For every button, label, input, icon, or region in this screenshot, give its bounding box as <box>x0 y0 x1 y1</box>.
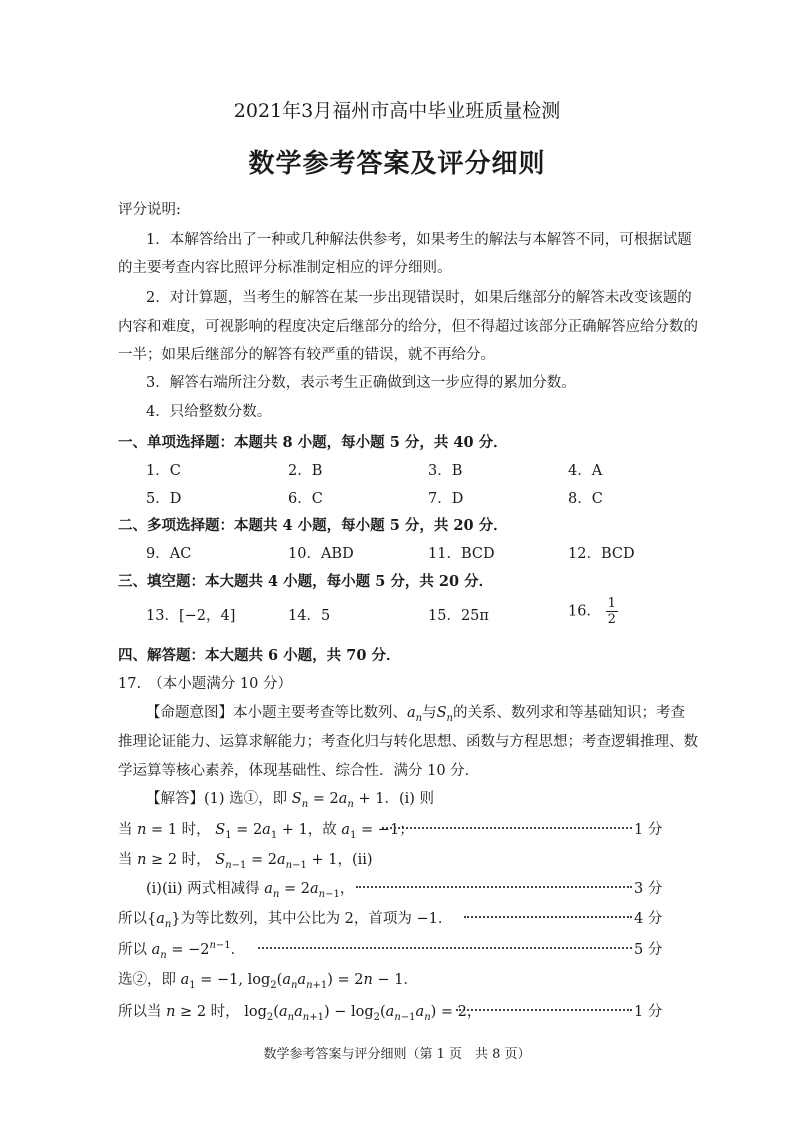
solution-line-6: 所以 $a_n = -2^{n-1}$． <box>118 940 246 961</box>
fraction-denominator: 2 <box>607 612 616 627</box>
answer-9: 9．AC <box>146 546 192 562</box>
exam-title: 2021年3月福州市高中毕业班质量检测 <box>233 100 561 122</box>
q17-intent-line-3: 学运算等核心素养，体现基础性、综合性．满分 10 分． <box>118 763 480 779</box>
section-3-heading: 三、填空题：本大题共 4 小题，每小题 5 分，共 20 分． <box>118 573 494 590</box>
section-4-heading: 四、解答题：本大题共 6 小题，共 70 分． <box>118 647 401 664</box>
answer-16-label: 16． <box>568 603 601 620</box>
section-1-heading: 一、单项选择题：本题共 8 小题，每小题 5 分，共 40 分． <box>118 434 508 451</box>
q17-intent-line-1: 【命题意图】本小题主要考查等比数列、$a_n$与$S_n$的关系、数列求和等基础知识；考查 <box>146 705 685 724</box>
notes-heading: 评分说明: <box>118 202 181 218</box>
answer-7: 7．D <box>428 491 464 507</box>
note-3: 3．解答右端所注分数，表示考生正确做到这一步应得的累加分数。 <box>146 375 576 391</box>
answer-6: 6．C <box>288 491 323 507</box>
answer-11: 11．BCD <box>428 546 495 562</box>
section-2-heading: 二、多项选择题：本题共 4 小题，每小题 5 分，共 20 分． <box>118 517 508 534</box>
answer-10: 10．ABD <box>288 546 354 562</box>
answer-14: 14．5 <box>288 608 331 624</box>
score-mark: 1 分 <box>634 1004 663 1020</box>
score-leader-dots <box>464 916 632 918</box>
solution-line-8: 所以当 n ≥ 2 时， $\log_2(a_na_{n+1}) - \log_2(a_{n-1}a_n) = 2$， <box>118 1004 482 1023</box>
document-title: 数学参考答案及评分细则 <box>248 149 546 179</box>
page-footer: 数学参考答案与评分细则（第 1 页 共 8 页） <box>263 1047 531 1062</box>
answer-13: 13．[−2，4] <box>146 608 236 624</box>
score-mark: 1 分 <box>634 822 663 838</box>
answer-2: 2．B <box>288 463 323 479</box>
note-1a: 1．本解答给出了一种或几种解法供参考，如果考生的解法与本解答不同，可根据试题 <box>146 232 692 248</box>
answer-12: 12．BCD <box>568 546 635 562</box>
solution-line-7: 选②，即 $a_1 = -1$, $\log_2(a_na_{n+1}) = 2n - 1$． <box>118 972 418 991</box>
score-leader-dots <box>356 886 632 888</box>
solution-tag: 【解答】 <box>146 791 204 807</box>
answer-4: 4．A <box>568 463 603 479</box>
answer-16 <box>568 596 618 627</box>
q17-label: 17. （本小题满分 10 分） <box>118 676 292 692</box>
solution-line-2: 当 n = 1 时， $S_1 = 2a_1 + 1$，故 $a_1 = -1$； <box>118 822 414 841</box>
score-mark: 3 分 <box>634 881 663 897</box>
fraction-numerator: 1 <box>607 596 616 611</box>
answer-3: 3．B <box>428 463 463 479</box>
note-1b: 的主要考查内容比照评分标准制定相应的评分细则。 <box>118 260 452 276</box>
score-leader-dots <box>382 827 632 829</box>
q17-intent-line-2: 推理论证能力、运算求解能力；考查化归与转化思想、函数与方程思想；考查逻辑推理、数 <box>118 734 698 750</box>
intent-tag: 【命题意图】 <box>146 705 233 721</box>
answer-16-fraction <box>606 596 618 627</box>
answer-5: 5．D <box>146 491 182 507</box>
solution-line-3: 当 n ≥ 2 时， $S_{n-1} = 2a_{n-1} + 1$，(ii) <box>118 852 373 871</box>
score-leader-dots <box>258 947 632 949</box>
answer-1: 1．C <box>146 463 181 479</box>
score-mark: 4 分 <box>634 911 663 927</box>
note-2c: 一半；如果后继部分的解答有较严重的错误，就不再给分。 <box>118 347 495 363</box>
note-4: 4．只给整数分数。 <box>146 404 272 420</box>
answer-15: 15．25π <box>428 608 489 624</box>
solution-line-1: 【解答】(1) 选①，即 $S_n = 2a_n + 1$．(i) 则 <box>146 791 435 810</box>
answer-8: 8．C <box>568 491 603 507</box>
note-2a: 2．对计算题，当考生的解答在某一步出现错误时，如果后继部分的解答未改变该题的 <box>146 290 692 306</box>
note-2b: 内容和难度，可视影响的程度决定后继部分的给分，但不得超过该部分正确解答应给分数的 <box>118 319 698 335</box>
solution-line-5: 所以$\{a_n\}$为等比数列，其中公比为 2，首项为 −1． <box>118 911 453 930</box>
score-mark: 5 分 <box>634 942 663 958</box>
solution-line-4: (i)(ii) 两式相减得 $a_n = 2a_{n-1}$， <box>146 881 355 900</box>
score-leader-dots <box>456 1009 632 1011</box>
